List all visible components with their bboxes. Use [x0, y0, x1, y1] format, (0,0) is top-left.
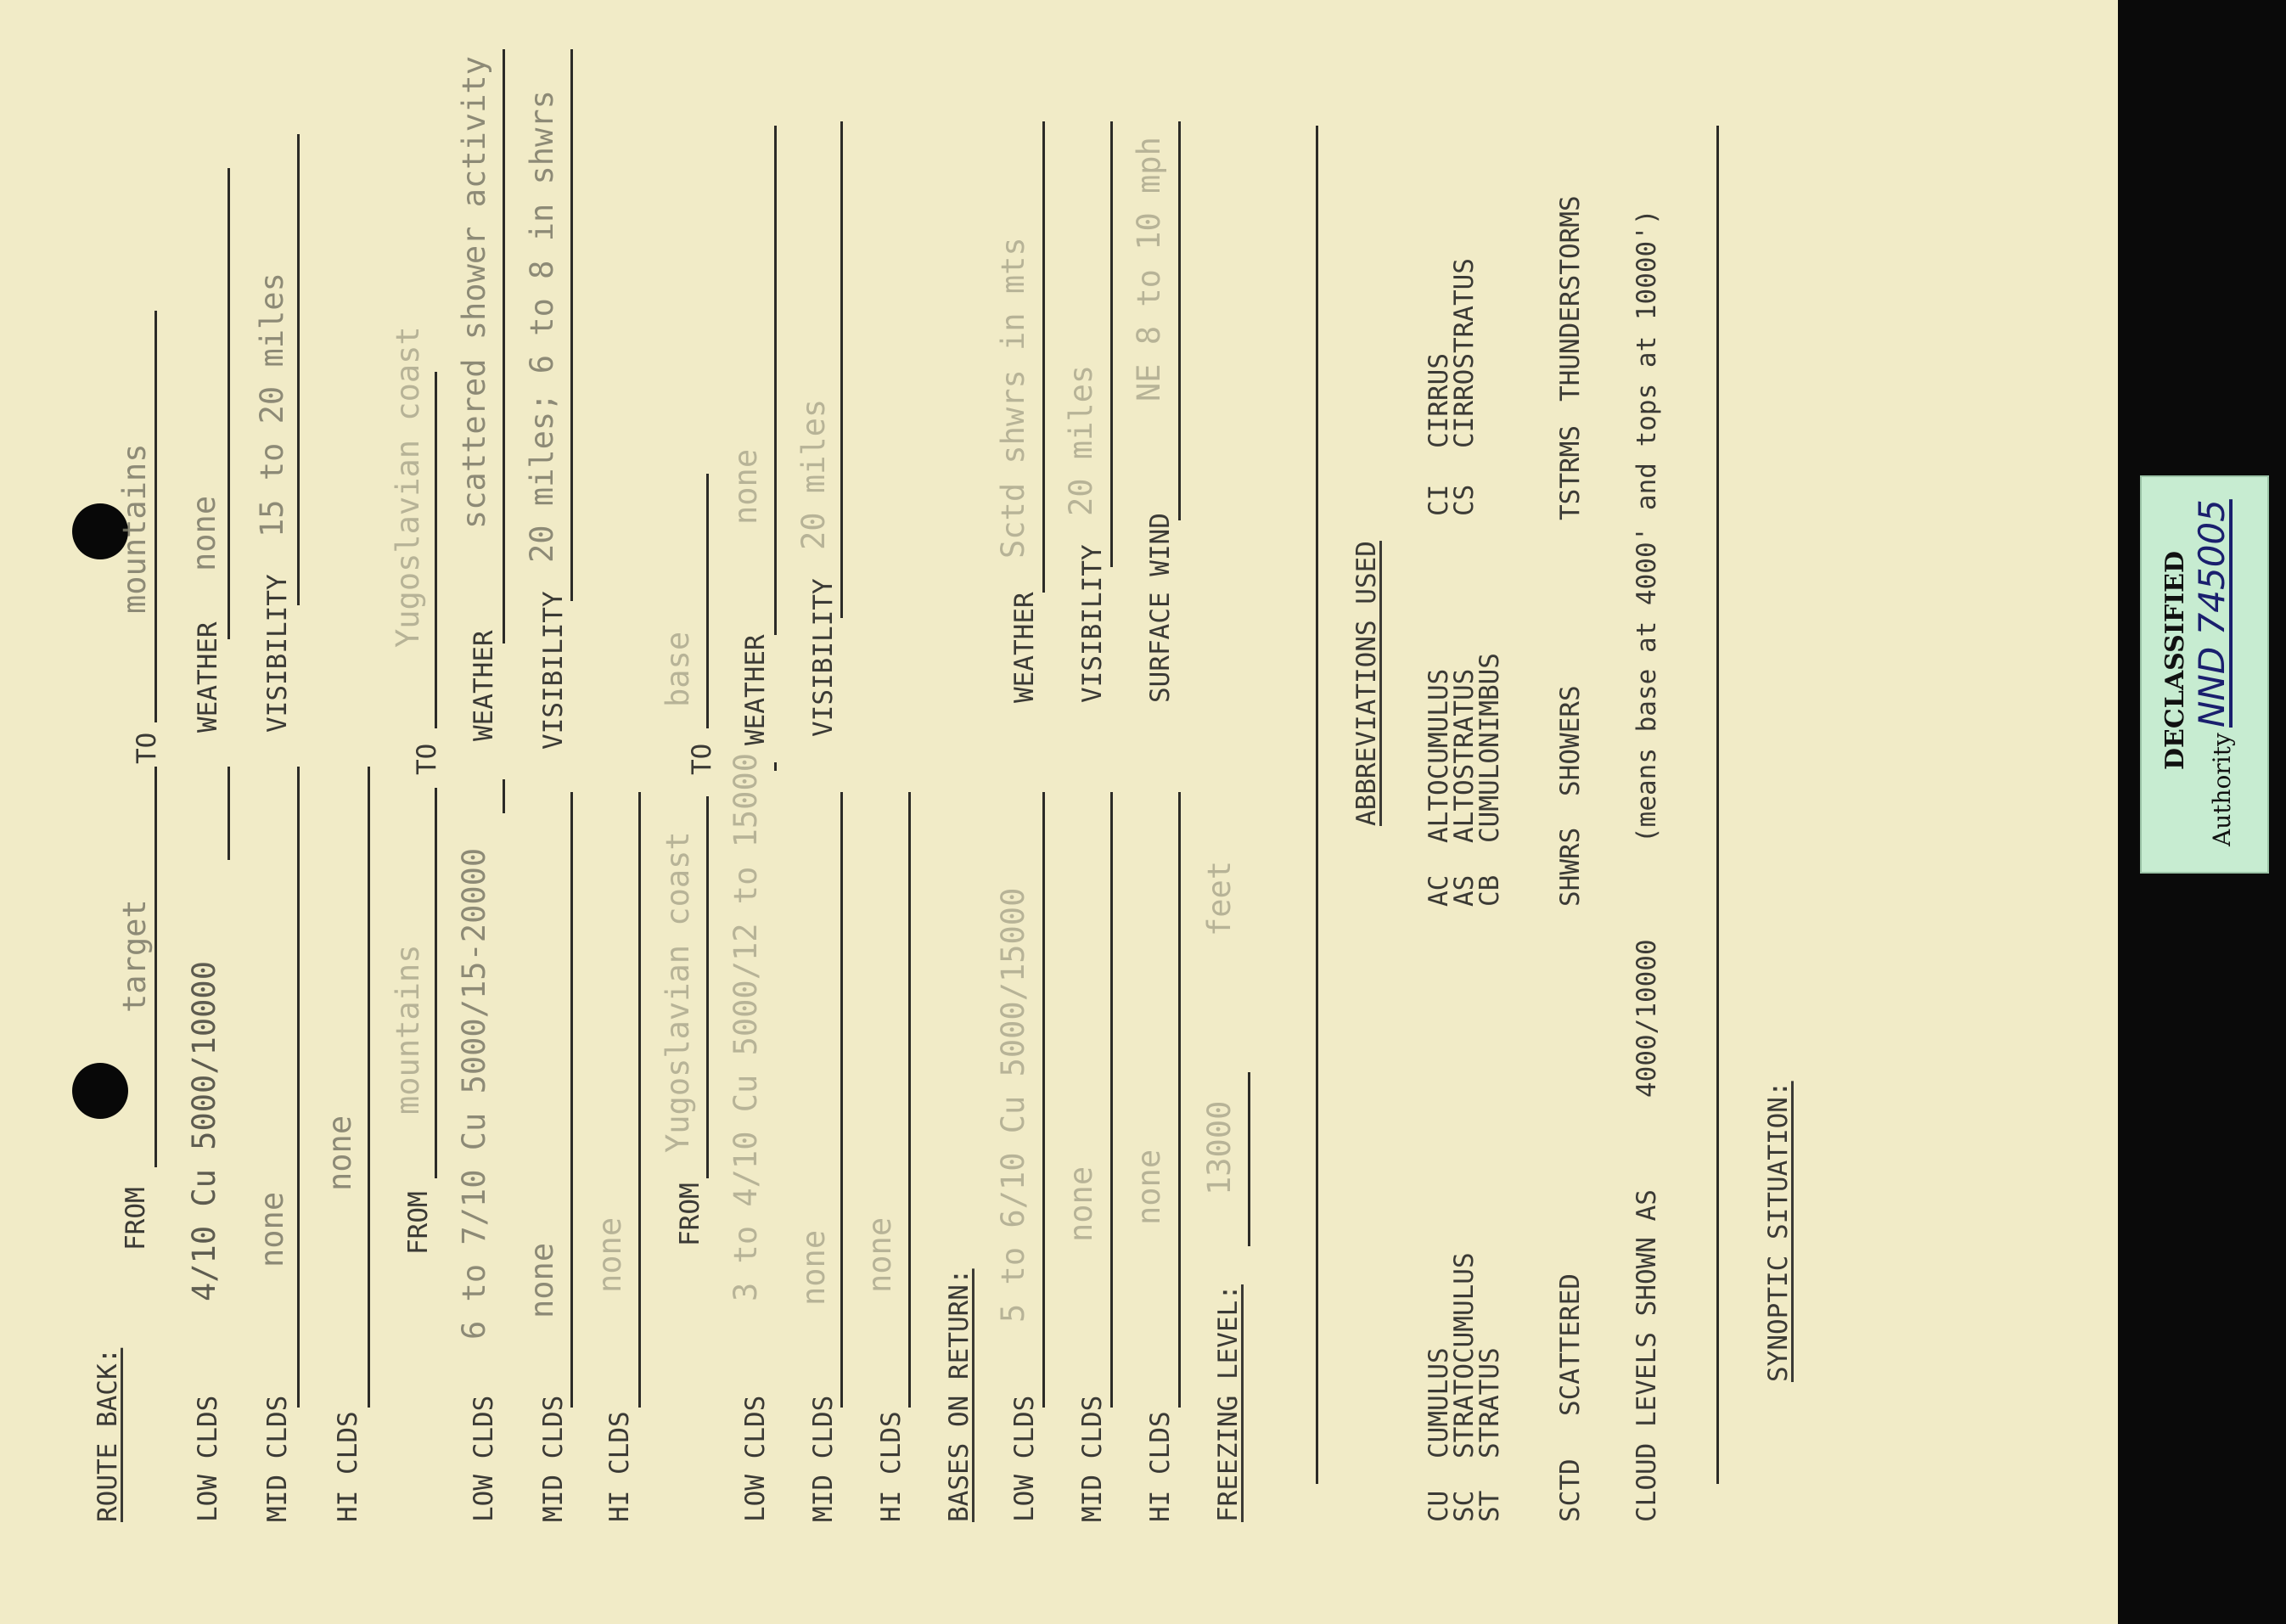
- cloud-levels-explanation: (means base at 4000' and tops at 10000'): [1632, 209, 1662, 843]
- seg2-visibility-line: [570, 49, 573, 601]
- seg3-weather-label: WEATHER: [740, 634, 771, 745]
- abbr-ci-name: CIRRUS: [1424, 353, 1454, 448]
- abbr-ac-name: ALTOCUMULUS: [1424, 668, 1454, 843]
- abbr-cs-name: CIRROSTRATUS: [1449, 258, 1480, 448]
- bases-low-line: [1042, 792, 1045, 1408]
- abbr-ci-code: CI: [1424, 484, 1454, 516]
- seg2-to-value: Yugoslavian coast: [390, 326, 426, 648]
- seg1-from-line: [154, 767, 157, 1167]
- abbr-cb-code: CB: [1474, 874, 1505, 907]
- bases-wind-value: NE 8 to 10 mph: [1131, 137, 1167, 402]
- bases-weather-label: WEATHER: [1009, 592, 1040, 703]
- seg3-from-label: FROM: [675, 1183, 705, 1246]
- bases-weather-value: Sctd shwrs in mts: [995, 237, 1031, 559]
- seg3-mid-line: [840, 792, 843, 1408]
- seg2-visibility-label: VISIBILITY: [538, 591, 569, 750]
- seg1-from-value: target: [116, 899, 153, 1013]
- seg1-low-line: [227, 767, 230, 860]
- seg1-visibility-label: VISIBILITY: [262, 574, 293, 733]
- seg3-to-line: [706, 474, 709, 728]
- section-divider: [1316, 126, 1318, 1484]
- bases-mid-value: none: [1063, 1166, 1099, 1242]
- declassified-stamp: [2140, 475, 2269, 874]
- seg3-visibility-value: 20 miles: [795, 398, 832, 550]
- seg1-visibility-value: 15 to 20 miles: [254, 273, 290, 537]
- seg3-hi-line: [908, 792, 911, 1408]
- bases-wind-line: [1178, 121, 1181, 520]
- seg3-weather-value: none: [727, 448, 764, 525]
- seg2-mid-label: MID CLDS: [538, 1395, 569, 1522]
- seg1-weather-label: WEATHER: [193, 621, 223, 733]
- synoptic-heading: SYNOPTIC SITUATION:: [1763, 1081, 1794, 1382]
- abbr-sc-name: STRATOCUMULUS: [1449, 1252, 1480, 1458]
- seg1-hi-label: HI CLDS: [333, 1411, 363, 1522]
- seg2-low-line: [503, 779, 505, 813]
- abbreviations-heading: ABBREVIATIONS USED: [1351, 541, 1382, 826]
- seg1-low-value: 4/10 Cu 5000/10000: [186, 961, 222, 1301]
- bases-heading: BASES ON RETURN:: [944, 1268, 974, 1522]
- bases-low-value: 5 to 6/10 Cu 5000/15000: [995, 887, 1031, 1323]
- seg1-hi-line: [368, 767, 370, 1408]
- bases-low-label: LOW CLDS: [1009, 1395, 1040, 1522]
- seg3-mid-label: MID CLDS: [808, 1395, 839, 1522]
- seg2-mid-value: none: [524, 1242, 560, 1318]
- seg1-to-value: mountains: [116, 443, 153, 614]
- seg3-hi-value: none: [862, 1217, 898, 1293]
- seg2-low-value: 6 to 7/10 Cu 5000/15-20000: [456, 847, 492, 1340]
- bases-hi-label: HI CLDS: [1145, 1411, 1176, 1522]
- seg2-visibility-value: 20 miles; 6 to 8 in shwrs: [524, 90, 560, 563]
- seg3-hi-label: HI CLDS: [876, 1411, 907, 1522]
- seg1-visibility-line: [297, 134, 300, 605]
- seg2-weather-line: [503, 49, 505, 643]
- seg2-to-label: TO: [412, 743, 442, 775]
- seg2-from-line: [435, 788, 437, 1178]
- seg3-visibility-label: VISIBILITY: [808, 578, 839, 737]
- freezing-line: [1248, 1072, 1250, 1246]
- bases-hi-line: [1178, 792, 1181, 1408]
- seg2-low-label: LOW CLDS: [469, 1395, 499, 1522]
- abbr-ac-code: AC: [1424, 874, 1454, 907]
- abbr-sc-code: SC: [1449, 1490, 1480, 1522]
- section-divider-2: [1716, 126, 1719, 1484]
- seg2-mid-line: [570, 792, 573, 1408]
- bases-visibility-line: [1110, 121, 1113, 567]
- route-back-heading: ROUTE BACK:: [93, 1347, 123, 1522]
- seg3-to-value: base: [660, 631, 696, 707]
- seg2-from-value: mountains: [390, 944, 426, 1115]
- seg1-mid-value: none: [254, 1191, 290, 1267]
- seg2-hi-label: HI CLDS: [604, 1411, 635, 1522]
- bases-mid-line: [1110, 792, 1113, 1408]
- seg2-hi-line: [638, 792, 641, 1408]
- seg1-weather-value: none: [186, 495, 222, 571]
- abbr-cu-code: CU: [1424, 1490, 1454, 1522]
- stamp-authority-label: Authority: [2208, 733, 2236, 846]
- bases-weather-line: [1042, 121, 1045, 593]
- seg2-weather-label: WEATHER: [469, 630, 499, 741]
- seg1-weather-line: [227, 168, 230, 639]
- freezing-value: 13000: [1201, 1100, 1238, 1195]
- seg3-weather-line: [774, 126, 777, 635]
- abbr-shwrs-code: SHWRS: [1555, 827, 1586, 907]
- bases-visibility-value: 20 miles: [1063, 364, 1099, 516]
- stamp-authority-value: NND 745005: [2191, 499, 2233, 728]
- seg2-to-line: [435, 372, 437, 728]
- abbr-sctd-code: SCTD: [1555, 1458, 1586, 1522]
- seg3-to-label: TO: [687, 743, 717, 775]
- abbr-cs-code: CS: [1449, 484, 1480, 516]
- freezing-label: FREEZING LEVEL:: [1213, 1284, 1244, 1522]
- cloud-levels-example: 4000/10000: [1632, 939, 1662, 1098]
- cloud-levels-text: CLOUD LEVELS SHOWN AS: [1632, 1189, 1662, 1522]
- seg1-to-line: [154, 311, 157, 722]
- seg3-from-value: Yugoslavian coast: [660, 831, 696, 1153]
- seg1-hi-value: none: [322, 1115, 358, 1191]
- abbr-tstrms-name: THUNDERSTORMS: [1555, 195, 1586, 402]
- seg3-low-line: [774, 762, 777, 771]
- bases-mid-label: MID CLDS: [1077, 1395, 1108, 1522]
- seg1-mid-line: [297, 767, 300, 1408]
- bases-wind-label: SURFACE WIND: [1145, 513, 1176, 703]
- seg1-mid-label: MID CLDS: [262, 1395, 293, 1522]
- seg1-from-label: FROM: [121, 1187, 151, 1250]
- seg2-from-label: FROM: [403, 1191, 434, 1255]
- seg1-to-label: TO: [132, 732, 162, 764]
- seg3-low-label: LOW CLDS: [740, 1395, 771, 1522]
- seg3-from-line: [706, 796, 709, 1178]
- seg1-low-label: LOW CLDS: [193, 1395, 223, 1522]
- seg3-visibility-line: [840, 121, 843, 618]
- abbr-st-code: ST: [1474, 1490, 1505, 1522]
- abbr-tstrms-code: TSTRMS: [1555, 425, 1586, 520]
- abbr-shwrs-name: SHOWERS: [1555, 685, 1586, 796]
- abbr-st-name: STRATUS: [1474, 1347, 1505, 1458]
- abbr-sctd-name: SCATTERED: [1555, 1273, 1586, 1416]
- abbr-as-code: AS: [1449, 874, 1480, 907]
- seg2-weather-value: scattered shower activity: [456, 56, 492, 529]
- seg2-hi-value: none: [592, 1217, 628, 1293]
- abbr-as-name: ALTOSTRATUS: [1449, 668, 1480, 843]
- abbr-cb-name: CUMULONIMBUS: [1474, 653, 1505, 843]
- bases-hi-value: none: [1131, 1149, 1167, 1225]
- abbr-cu-name: CUMULUS: [1424, 1347, 1454, 1458]
- seg3-mid-value: none: [795, 1229, 832, 1306]
- freezing-unit: feet: [1201, 860, 1238, 936]
- seg3-low-value: 3 to 4/10 Cu 5000/12 to 15000: [727, 752, 764, 1301]
- stamp-title: DECLASSIFIED: [2160, 550, 2190, 770]
- bases-visibility-label: VISIBILITY: [1077, 544, 1108, 703]
